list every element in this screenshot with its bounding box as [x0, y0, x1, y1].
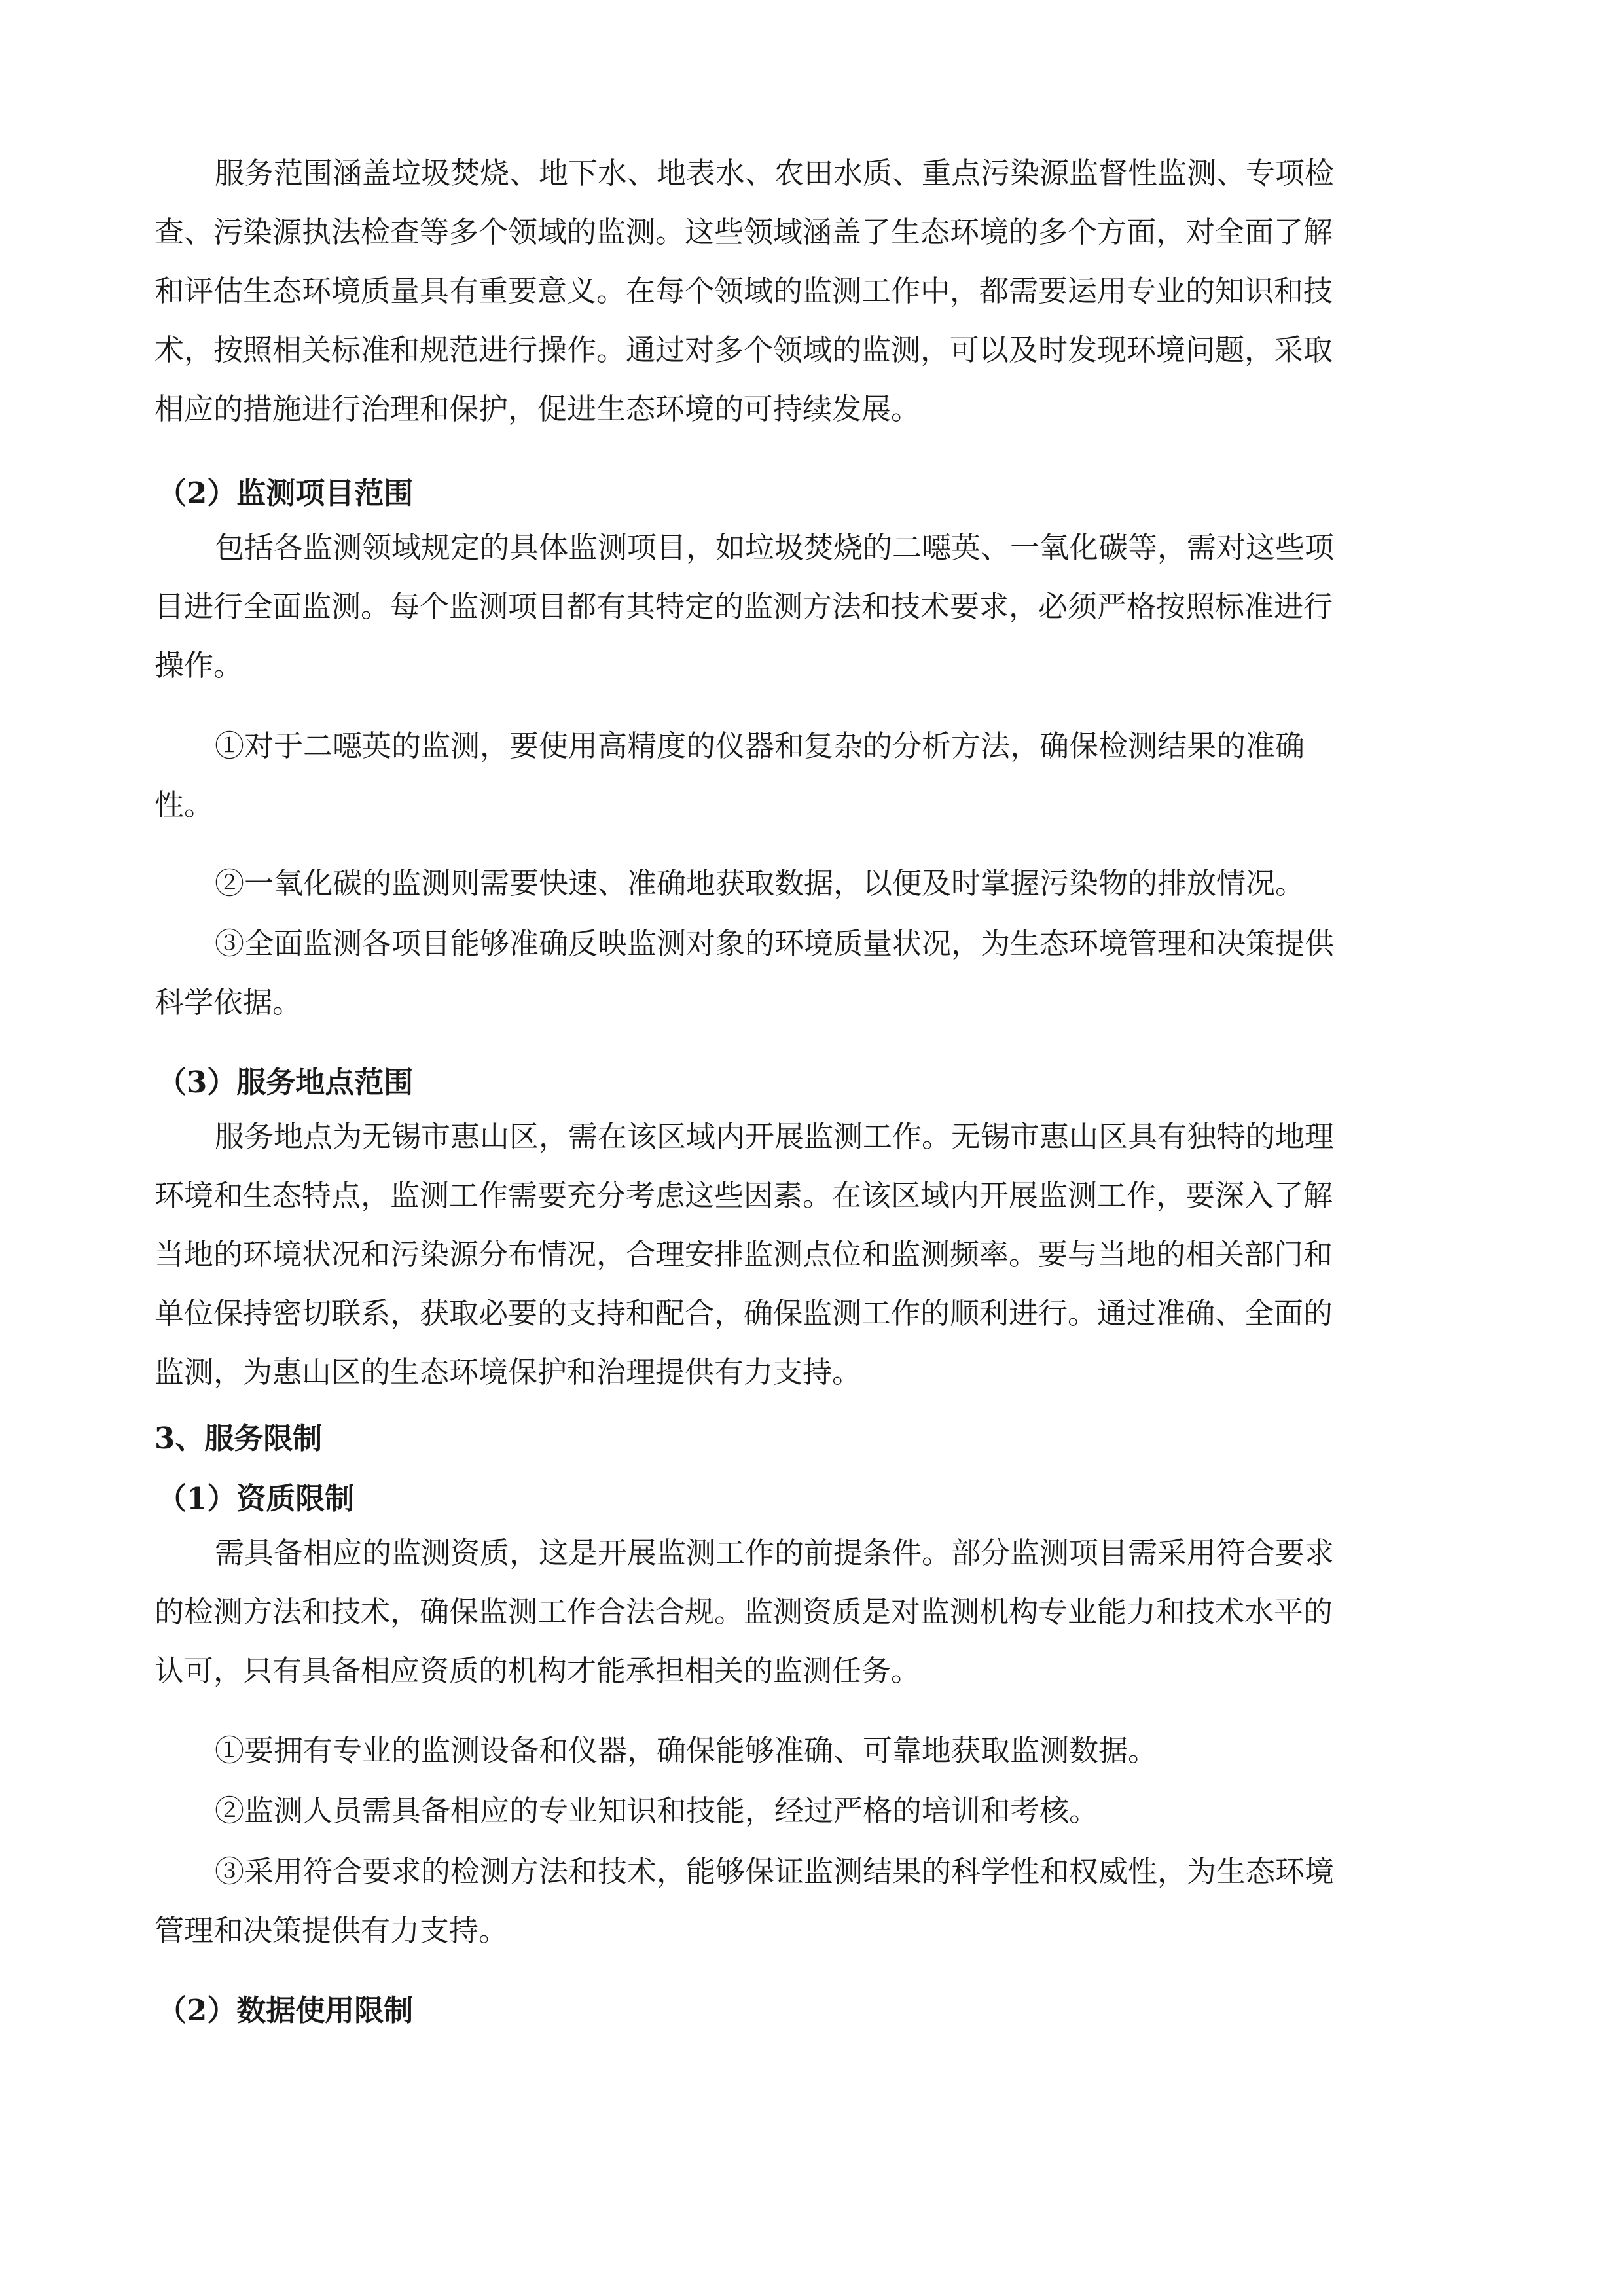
subheading-qualification: （1）资质限制 [157, 1481, 355, 1516]
paragraph-line: ③采用符合要求的检测方法和技术，能够保证监测结果的科学性和权威性，为生态环境 [215, 1854, 1335, 1889]
paragraph-line: 操作。 [154, 648, 244, 683]
paragraph-line: 性。 [154, 787, 214, 822]
paragraph-line: ③全面监测各项目能够准确反映监测对象的环境质量状况，为生态环境管理和决策提供 [215, 926, 1335, 961]
paragraph-line: ①对于二噁英的监测，要使用高精度的仪器和复杂的分析方法，确保检测结果的准确 [215, 728, 1305, 763]
paragraph-line: 目进行全面监测。每个监测项目都有其特定的监测方法和技术要求，必须严格按照标准进行 [154, 589, 1333, 624]
paragraph-line: 科学依据。 [154, 985, 302, 1020]
subheading-location-scope: （3）服务地点范围 [157, 1065, 414, 1100]
paragraph-line: 的检测方法和技术，确保监测工作合法合规。监测资质是对监测机构专业能力和技术水平的 [154, 1594, 1333, 1629]
subheading-data-usage: （2）数据使用限制 [157, 1993, 414, 2028]
section-heading-service-limits: 3、服务限制 [154, 1421, 323, 1456]
paragraph-line: 查、污染源执法检查等多个领域的监测。这些领域涵盖了生态环境的多个方面，对全面了解 [154, 215, 1333, 249]
subheading-item-scope: （2）监测项目范围 [157, 476, 414, 511]
paragraph-line: 服务范围涵盖垃圾焚烧、地下水、地表水、农田水质、重点污染源监督性监测、专项检 [215, 156, 1335, 190]
paragraph-line: 当地的环境状况和污染源分布情况，合理安排监测点位和监测频率。要与当地的相关部门和 [154, 1237, 1333, 1272]
paragraph-line: 单位保持密切联系，获取必要的支持和配合，确保监测工作的顺利进行。通过准确、全面的 [154, 1296, 1333, 1331]
paragraph-line: 监测，为惠山区的生态环境保护和治理提供有力支持。 [154, 1355, 862, 1390]
paragraph-line: ②监测人员需具备相应的专业知识和技能，经过严格的培训和考核。 [215, 1793, 1099, 1828]
paragraph-line: 服务地点为无锡市惠山区，需在该区域内开展监测工作。无锡市惠山区具有独特的地理 [215, 1119, 1335, 1154]
paragraph-line: 认可，只有具备相应资质的机构才能承担相关的监测任务。 [154, 1653, 921, 1688]
paragraph-line: 相应的措施进行治理和保护，促进生态环境的可持续发展。 [154, 391, 921, 426]
paragraph-line: 环境和生态特点，监测工作需要充分考虑这些因素。在该区域内开展监测工作，要深入了解 [154, 1178, 1333, 1213]
paragraph-line: 和评估生态环境质量具有重要意义。在每个领域的监测工作中，都需要运用专业的知识和技 [154, 274, 1333, 308]
paragraph-line: 需具备相应的监测资质，这是开展监测工作的前提条件。部分监测项目需采用符合要求 [215, 1535, 1335, 1570]
paragraph-line: 管理和决策提供有力支持。 [154, 1913, 509, 1948]
paragraph-line: ①要拥有专业的监测设备和仪器，确保能够准确、可靠地获取监测数据。 [215, 1733, 1158, 1768]
paragraph-line: ②一氧化碳的监测则需要快速、准确地获取数据，以便及时掌握污染物的排放情况。 [215, 866, 1305, 901]
paragraph-line: 术，按照相关标准和规范进行操作。通过对多个领域的监测，可以及时发现环境问题，采取 [154, 332, 1333, 367]
paragraph-line: 包括各监测领域规定的具体监测项目，如垃圾焚烧的二噁英、一氧化碳等，需对这些项 [215, 530, 1335, 565]
